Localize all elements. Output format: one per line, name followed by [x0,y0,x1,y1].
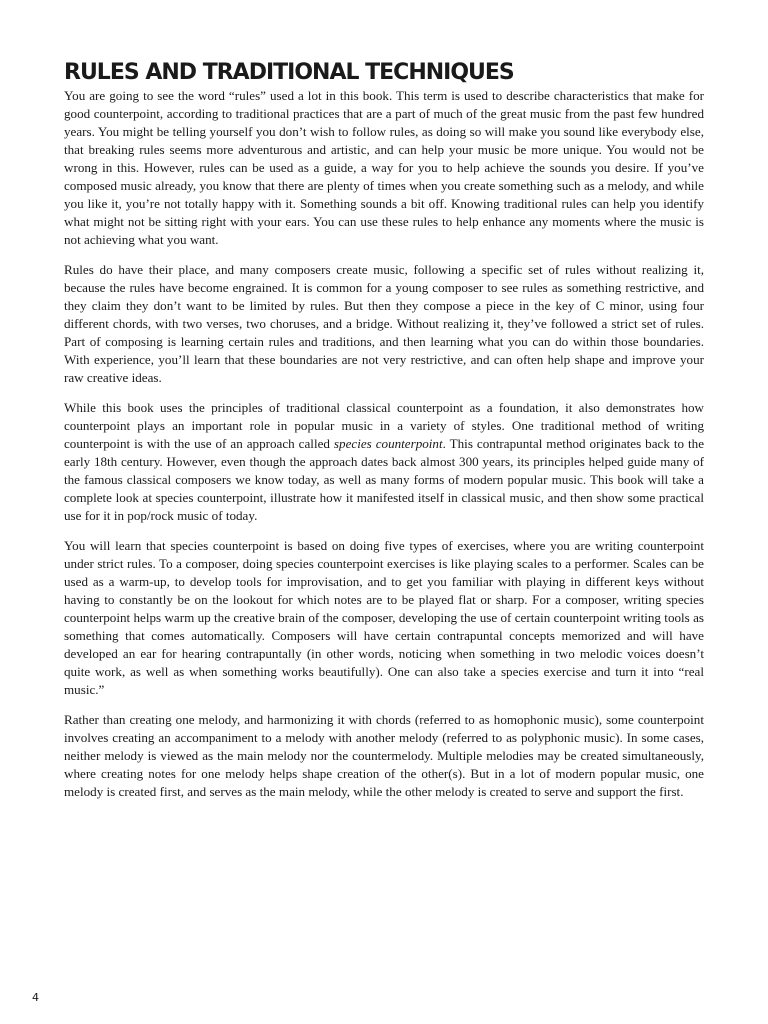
page-number: 4 [32,991,39,1004]
paragraph-five-exercises: You will learn that species counterpoint is based on doing five types of exercises, where you are writing counterpoint under strict rules. To a composer, doing species counterpoint exercises is like playing scales to a performer. Scales can be used as a warm-up, to develop tools for improvisation, and to get you familiar with playing in different keys without having to constantly be on the lookout for which notes are to be played flat or sharp. For a composer, writing species counterpoint helps warm up the creative brain of the composer, developing the use of certain counterpoint writing tools as something that comes automatically. Composers will have certain contrapuntal concepts memorized and will have developed an ear for hearing contrapuntally (in other words, noticing when something in two melodic voices doesn’t quite work, as well as when something works beautifully). One can also take a species exercise and turn it into “real music.” [64,538,704,697]
paragraph-rules-place: Rules do have their place, and many composers create music, following a specific set of rules without realizing it, because the rules have become engrained. It is common for a young composer to see rules as something restrictive, and they claim they don’t want to be limited by rules. But then they compose a piece in the key of C minor, using four different chords, with two verses, two choruses, and a bridge. Without realizing it, they’ve followed a strict set of rules. Part of composing is learning certain rules and traditions, and then learning what you can do within those boundaries. With experience, you’ll learn that these boundaries are not very restrictive, and can often help shape and improve your raw creative ideas. [64,262,704,385]
paragraph-species-counterpoint [64,399,704,525]
paragraph-species-text-before: While this book uses the principles of traditional classical counterpoint as a foundation, it also demonstrates how counterpoint plays an important role in popular music in a variety of styles. One traditional method of writing counterpoint is with the use of an approach called [64,400,704,451]
page-content [64,59,704,813]
paragraph-rules-intro: You are going to see the word “rules” used a lot in this book. This term is used to describe characteristics that make for good counterpoint, according to traditional practices that are a part of much of the great music from the past few hundred years. You might be telling yourself you don’t wish to follow rules, as doing so will make you sound like everybody else, that breaking rules seems more adventurous and artistic, and can help your music be more unique. You would not be wrong in this. However, rules can be used as a guide, a way for you to help achieve the sounds you desire. If you’ve composed music already, you know that there are plenty of times when you create something such as a melody, and while you like it, you’re not totally happy with it. Something sounds a bit off. Knowing traditional rules can help you identify what might not be sitting right with your ears. You can use these rules to help enhance any moments where the music is not achieving what you want. [64,88,704,247]
species-counterpoint-emphasis: species counterpoint [333,436,443,451]
paragraph-homophonic-polyphonic: Rather than creating one melody, and harmonizing it with chords (referred to as homophonic music), some counterpoint involves creating an accompaniment to a melody with another melody (referred to as polyphonic music). In some cases, neither melody is viewed as the main melody nor the countermelody. Multiple melodies may be created simultaneously, where creating notes for one melody helps shape creation of the other(s). But in a lot of modern popular music, one melody is created first, and serves as the main melody, while the other melody is created to serve and support the first. [64,712,704,799]
paragraph-species-text-after: . This contrapuntal method originates back to the early 18th century. However, even though the approach dates back almost 300 years, its principles helped guide many of the famous classical composers we know today, as well as many forms of modern popular music. This book will take a complete look at species counterpoint, illustrate how it manifested itself in classical music, and then show some practical use for it in pop/rock music of today. [64,436,705,523]
section-heading: RULES AND TRADITIONAL TECHNIQUES [64,60,514,85]
